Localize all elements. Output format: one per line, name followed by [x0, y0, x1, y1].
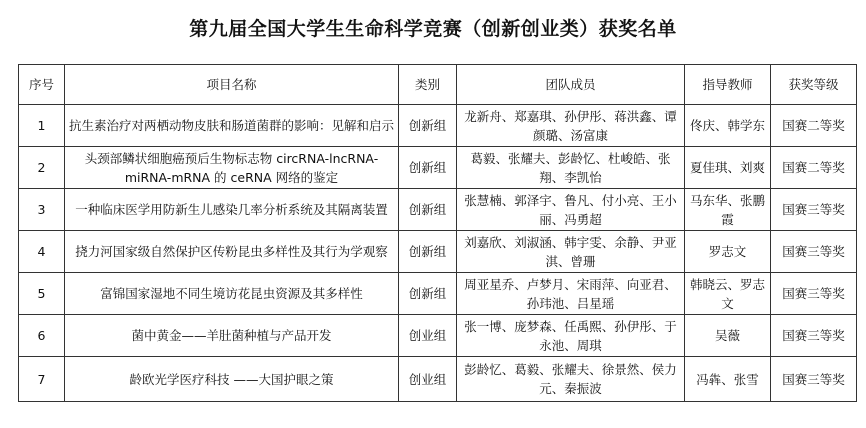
- cell-advisor: 马东华、张鹏霞: [685, 189, 771, 231]
- table-row: [19, 105, 857, 147]
- cell-level: 国赛二等奖: [771, 105, 857, 147]
- cell-category: 创新组: [399, 105, 457, 147]
- cell-index: 3: [19, 189, 65, 231]
- header-category: 类别: [399, 65, 457, 105]
- cell-index: 5: [19, 273, 65, 315]
- cell-category: 创新组: [399, 273, 457, 315]
- cell-project: 一种临床医学用防新生儿感染几率分析系统及其隔离装置: [65, 189, 399, 231]
- cell-project: 菌中黄金——羊肚菌种植与产品开发: [65, 315, 399, 357]
- page-title: 第九届全国大学生生命科学竞赛（创新创业类）获奖名单: [189, 18, 677, 40]
- header-advisor: 指导教师: [685, 65, 771, 105]
- cell-project: 挠力河国家级自然保护区传粉昆虫多样性及其行为学观察: [65, 231, 399, 273]
- cell-members: 张慧楠、郭泽宇、鲁凡、付小亮、王小丽、冯勇超: [457, 189, 685, 231]
- cell-members: 刘嘉欣、刘淑涵、韩宇雯、余静、尹亚淇、曾珊: [457, 231, 685, 273]
- cell-level: 国赛三等奖: [771, 231, 857, 273]
- cell-index: 7: [19, 357, 65, 402]
- cell-project: 抗生素治疗对两栖动物皮肤和肠道菌群的影响：见解和启示: [65, 105, 399, 147]
- header-members: 团队成员: [457, 65, 685, 105]
- cell-index: 4: [19, 231, 65, 273]
- cell-level: 国赛三等奖: [771, 189, 857, 231]
- cell-category: 创新组: [399, 189, 457, 231]
- cell-index: 6: [19, 315, 65, 357]
- table-row: [19, 273, 857, 315]
- cell-advisor: 罗志文: [685, 231, 771, 273]
- cell-advisor: 韩晓云、罗志文: [685, 273, 771, 315]
- table-row: [19, 357, 857, 402]
- cell-level: 国赛三等奖: [771, 357, 857, 402]
- header-level: 获奖等级: [771, 65, 857, 105]
- cell-members: 彭龄忆、葛毅、张耀夫、徐景然、侯力元、秦振波: [457, 357, 685, 402]
- cell-level: 国赛三等奖: [771, 315, 857, 357]
- cell-members: 葛毅、张耀夫、彭龄忆、杜峻皓、张翔、李凯怡: [457, 147, 685, 189]
- header-project: 项目名称: [65, 65, 399, 105]
- table-row: [19, 315, 857, 357]
- cell-index: 2: [19, 147, 65, 189]
- cell-project: 富锦国家湿地不同生境访花昆虫资源及其多样性: [65, 273, 399, 315]
- cell-members: 张一博、庞梦森、任禹熙、孙伊彤、于永池、周琪: [457, 315, 685, 357]
- cell-project: 龄欧光学医疗科技 ——大国护眼之策: [65, 357, 399, 402]
- cell-category: 创新组: [399, 147, 457, 189]
- cell-advisor: 夏佳琪、刘爽: [685, 147, 771, 189]
- cell-category: 创业组: [399, 357, 457, 402]
- cell-members: 周亚星乔、卢梦月、宋雨萍、向亚君、孙玮池、吕星瑶: [457, 273, 685, 315]
- awards-table: [18, 64, 857, 402]
- table-header-row: [19, 65, 857, 105]
- header-index: 序号: [19, 65, 65, 105]
- table-row: [19, 189, 857, 231]
- cell-level: 国赛二等奖: [771, 147, 857, 189]
- cell-project: 头颈部鳞状细胞癌预后生物标志物 circRNA-lncRNA-miRNA-mRNA 的 ceRNA 网络的鉴定: [65, 147, 399, 189]
- cell-index: 1: [19, 105, 65, 147]
- table-row: [19, 231, 857, 273]
- cell-category: 创新组: [399, 231, 457, 273]
- cell-category: 创业组: [399, 315, 457, 357]
- cell-advisor: 佟庆、韩学东: [685, 105, 771, 147]
- table-row: [19, 147, 857, 189]
- cell-advisor: 吴薇: [685, 315, 771, 357]
- cell-members: 龙新舟、郑嘉琪、孙伊彤、蒋洪鑫、谭颜璐、汤富康: [457, 105, 685, 147]
- cell-advisor: 冯犇、张雪: [685, 357, 771, 402]
- cell-level: 国赛三等奖: [771, 273, 857, 315]
